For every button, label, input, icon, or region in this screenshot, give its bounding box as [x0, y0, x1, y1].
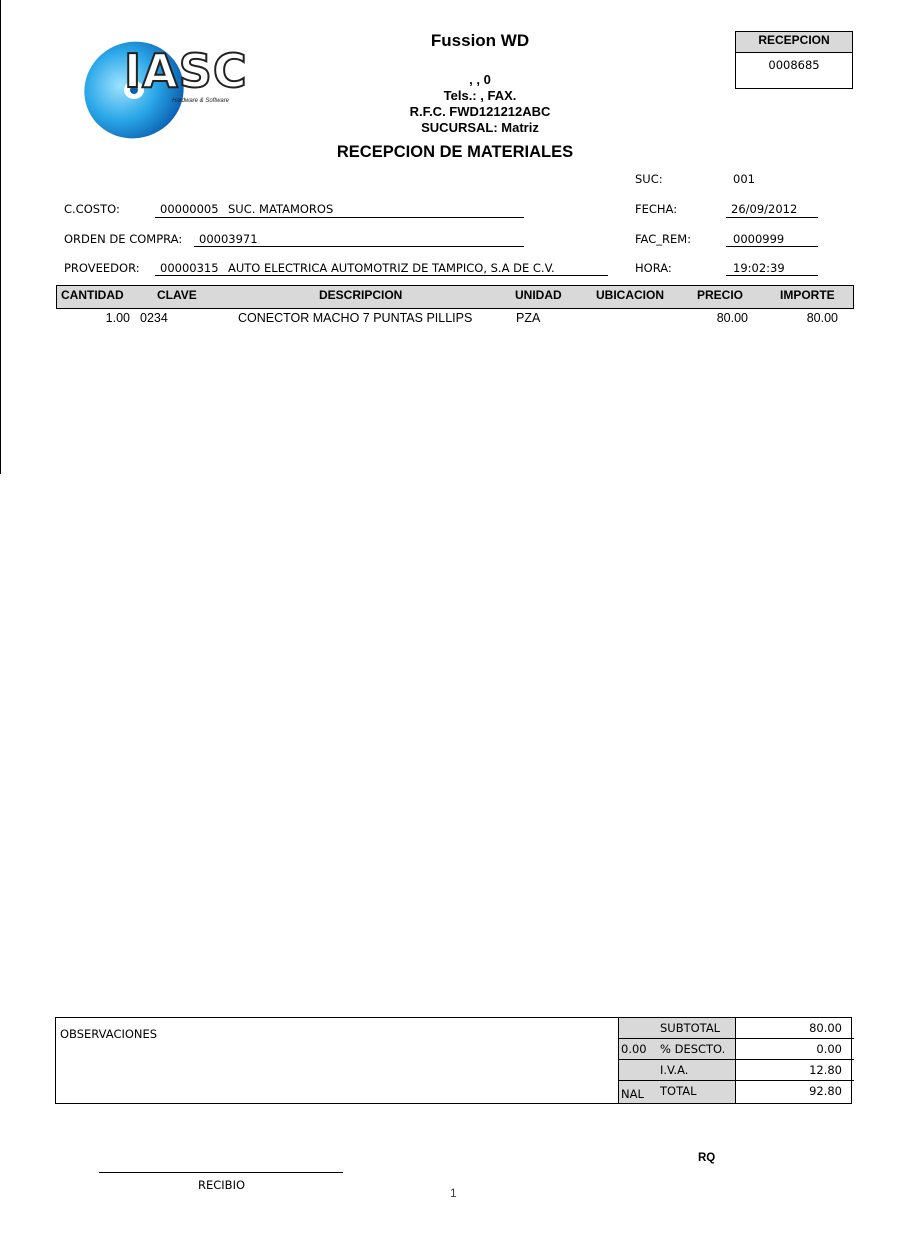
total-row: [619, 1081, 854, 1103]
cell-clave: 0234: [140, 311, 168, 325]
footer-box: [55, 1017, 852, 1104]
orden-underline: [194, 246, 524, 247]
recibio-label: RECIBIO: [198, 1178, 246, 1192]
company-branch: SUCURSAL: Matriz: [421, 120, 539, 135]
page-number: 1: [450, 1186, 457, 1200]
company-name: Fussion WD: [430, 31, 530, 50]
logo-text: IASC: [124, 44, 248, 98]
descto-prefix: 0.00: [621, 1042, 647, 1056]
receipt-label: RECEPCION: [736, 32, 852, 53]
fecha-underline: [726, 217, 818, 218]
facrem-value: 0000999: [733, 232, 785, 246]
facrem-label: FAC_REM:: [635, 232, 692, 246]
hora-label: HORA:: [635, 261, 672, 275]
subtotal-label: SUBTOTAL: [660, 1021, 721, 1035]
total-prefix: NAL: [621, 1087, 644, 1101]
orden-value: 00003971: [199, 232, 258, 246]
iva-row: [619, 1060, 854, 1081]
col-descripcion: DESCRIPCION: [319, 288, 403, 302]
proveedor-code: 00000315: [160, 261, 219, 275]
company-address: , , 0: [469, 72, 491, 87]
iva-label: I.V.A.: [660, 1063, 689, 1077]
descto-row: [619, 1039, 854, 1060]
total-value: 92.80: [809, 1084, 842, 1098]
logo-subtext: Hardware & Software: [172, 98, 230, 104]
cell-descripcion: CONECTOR MACHO 7 PUNTAS PILLIPS: [238, 311, 473, 325]
col-ubicacion: UBICACION: [596, 288, 664, 302]
company-rfc: R.F.C. FWD121212ABC: [409, 104, 551, 119]
costo-label: C.COSTO:: [64, 202, 120, 216]
proveedor-label: PROVEEDOR:: [64, 261, 140, 275]
receipt-number-box: [735, 31, 853, 89]
totals-block: [618, 1018, 852, 1103]
left-margin-rule: [0, 0, 1, 474]
suc-value: 001: [733, 172, 755, 186]
observaciones-label: OBSERVACIONES: [60, 1027, 158, 1041]
total-label: TOTAL: [660, 1084, 697, 1098]
receipt-number: 0008685: [768, 58, 820, 72]
fecha-label: FECHA:: [635, 202, 678, 216]
table-row: [56, 311, 852, 329]
col-unidad: UNIDAD: [515, 288, 562, 302]
descto-value: 0.00: [816, 1042, 842, 1056]
descto-label: % DESCTO.: [660, 1042, 726, 1056]
subtotal-row: [619, 1018, 854, 1039]
col-cantidad: CANTIDAD: [61, 288, 124, 302]
hora-value: 19:02:39: [733, 261, 785, 275]
col-importe: IMPORTE: [780, 288, 835, 302]
proveedor-underline: [155, 275, 608, 276]
proveedor-name: AUTO ELECTRICA AUTOMOTRIZ DE TAMPICO, S.A DE C.V.: [228, 261, 555, 275]
rq-label: RQ: [698, 1152, 716, 1164]
signature-line: [99, 1172, 343, 1173]
costo-code: 00000005: [160, 202, 219, 216]
company-tels: Tels.: , FAX.: [443, 88, 517, 103]
cell-importe: 80.00: [806, 311, 838, 325]
cell-unidad: PZA: [516, 311, 541, 325]
company-logo: [82, 38, 248, 140]
fecha-value: 26/09/2012: [731, 202, 798, 216]
col-precio: PRECIO: [697, 288, 744, 302]
cell-precio: 80.00: [716, 311, 748, 325]
subtotal-value: 80.00: [809, 1021, 842, 1035]
costo-name: SUC. MATAMOROS: [228, 202, 334, 216]
orden-label: ORDEN DE COMPRA:: [64, 232, 183, 246]
hora-underline: [726, 275, 818, 276]
col-clave: CLAVE: [157, 288, 197, 302]
suc-label: SUC:: [635, 172, 663, 186]
document-title: RECEPCION DE MATERIALES: [336, 143, 574, 161]
costo-underline: [155, 217, 524, 218]
iva-value: 12.80: [809, 1063, 842, 1077]
cell-cantidad: 1.00: [105, 311, 130, 325]
table-header: [56, 285, 854, 309]
facrem-underline: [726, 246, 818, 247]
